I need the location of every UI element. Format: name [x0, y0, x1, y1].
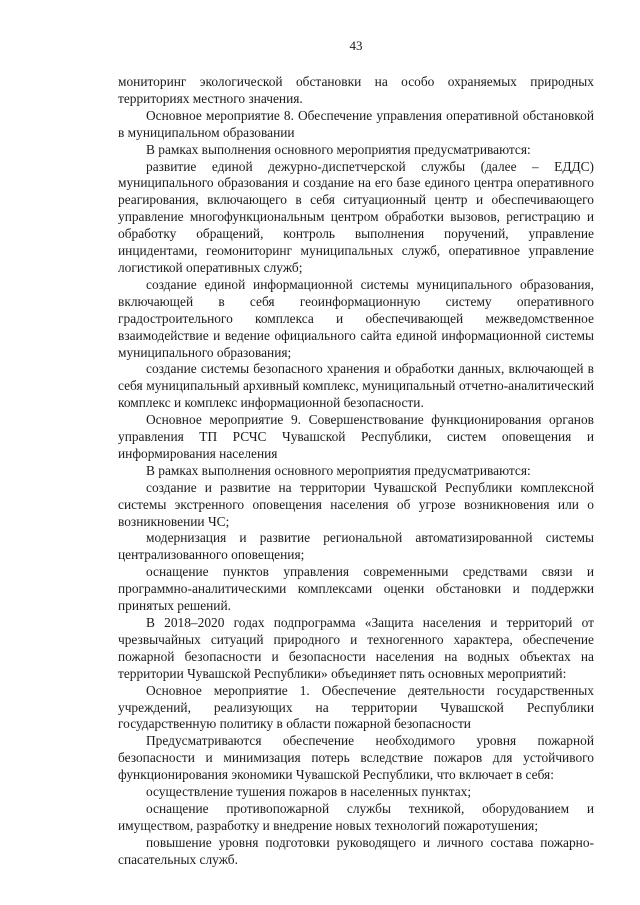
paragraph: мониторинг экологической обстановки на особо охраняемых природных территориях местного значения. [118, 74, 594, 106]
body-text [118, 74, 594, 869]
paragraph: повышение уровня подготовки руководящего и личного состава пожарно-спасательных служб. [118, 834, 594, 867]
paragraph: создание и развитие на территории Чувашской Республики комплексной системы экстренного оповещения населения об угрозе возникновения или о возникновении ЧС; [118, 479, 594, 529]
paragraph: В рамках выполнения основного мероприятия предусматриваются: [146, 462, 531, 478]
paragraph: Основное мероприятие 1. Обеспечение деятельности государственных учреждений, реализующих на территории Чувашской Республики государственную политику в области пожарной безопасности [118, 682, 594, 732]
page-number: 43 [349, 38, 363, 53]
paragraph: Предусматриваются обеспечение необходимого уровня пожарной безопасности и минимизация потерь вследствие пожаров для устойчивого функционирования экономики Чувашской Республики, что включает в себя: [118, 733, 594, 783]
paragraph: создание системы безопасного хранения и обработки данных, включающей в себя муниципальный архивный комплекс, муниципальный отчетно-аналитический комплекс и комплекс информационной безопасности. [118, 361, 594, 411]
paragraph: оснащение пунктов управления современными средствами связи и программно-аналитическими комплексами оценки обстановки и поддержки принятых решений. [118, 564, 594, 614]
paragraph: осуществление тушения пожаров в населенных пунктах; [146, 784, 472, 800]
paragraph: Основное мероприятие 9. Совершенствование функционирования органов управления ТП РСЧС Чувашской Республики, систем оповещения и информирования населения [118, 412, 594, 461]
paragraph: Основное мероприятие 8. Обеспечение управления оперативной обстановкой в муниципальном образовании [118, 107, 594, 140]
paragraph: В рамках выполнения основного мероприятия предусматриваются: [146, 141, 531, 157]
paragraph: развитие единой дежурно-диспетчерской службы (далее – ЕДДС) муниципального образования и создание на его базе единого центра оперативного реагирования, включающего в себя ситуационный центр и обеспечивающего управление многофункциональным центром обработки вызовов, регистрацию и обработку обращений, контроль выполнения поручений, управление инцидентами, геомониторинг муниципальных служб, оперативное управление логистикой оперативных служб; [118, 158, 594, 275]
paragraph: создание единой информационной системы муниципального образования, включающей в себя геоинформационную систему оперативного градостроительного комплекса и обеспечивающей межведомственное взаимодействие и ведение официального сайта единой информационной системы муниципального образования; [118, 276, 594, 360]
paragraph: В 2018–2020 годах подпрограмма «Защита населения и территорий от чрезвычайных ситуаций природного и техногенного характера, обеспечение пожарной безопасности и безопасности населения на водных объектах на территории Чувашской Республики» объединяет пять основных мероприятий: [118, 615, 594, 681]
paragraph: оснащение противопожарной службы техникой, оборудованием и имуществом, разработку и внедрение новых технологий пожаротушения; [118, 800, 594, 833]
paragraph: модернизация и развитие региональной автоматизированной системы централизованного оповещения; [118, 530, 594, 563]
